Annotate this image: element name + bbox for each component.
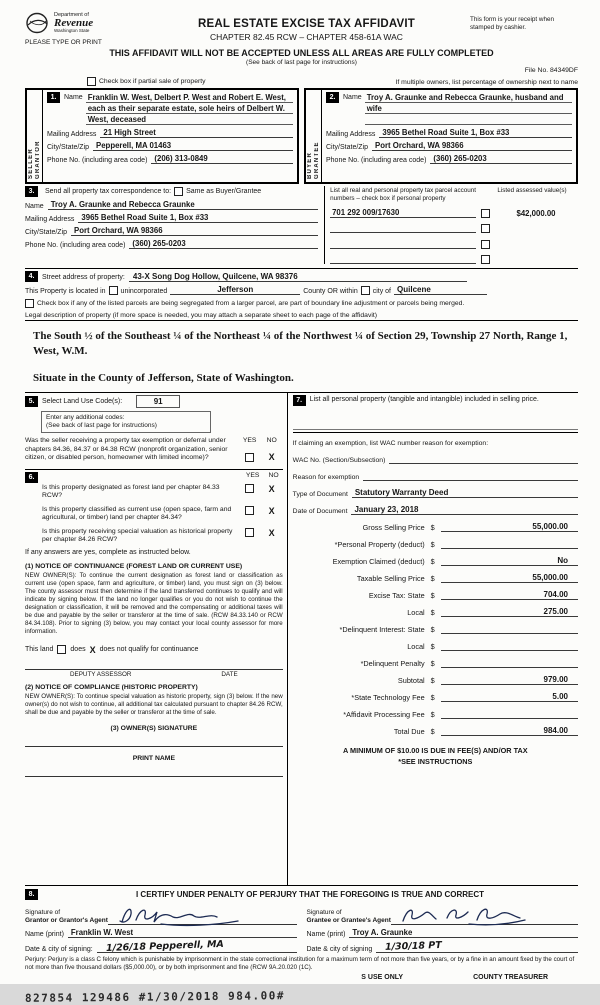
dollar-sign: $ xyxy=(430,676,435,685)
current-use-no-mark: X xyxy=(268,505,275,516)
fee-row-delinq-state xyxy=(293,624,578,634)
legal-description-block xyxy=(25,321,578,393)
exemption-no-mark: X xyxy=(268,451,275,462)
assessed-value-4 xyxy=(494,255,578,264)
grantee-sig-label1: Signature of xyxy=(306,909,342,916)
street-address-value: 43-X Song Dog Hollow, Quilcene, WA 98376 xyxy=(129,272,467,282)
corr-name-label: Name xyxy=(25,203,44,210)
fee-amount xyxy=(441,658,578,668)
fee-amount: No xyxy=(441,556,578,566)
street-address-label: Street address of property: xyxy=(42,274,125,281)
personal-property-label: List all personal property (tangible and intangible) included in selling price. xyxy=(309,396,539,403)
fee-label: Local xyxy=(407,608,425,617)
historical-question xyxy=(42,528,283,545)
seller-phone-label: Phone No. (including area code) xyxy=(47,157,148,164)
buyer-side-strip xyxy=(306,90,322,182)
dollar-sign: $ xyxy=(430,625,435,634)
dollar-sign: $ xyxy=(430,659,435,668)
fee-amount: 55,000.00 xyxy=(441,573,578,583)
current-use-question xyxy=(42,506,283,523)
revenue-logo xyxy=(25,12,143,34)
if-yes-note: If any answers are yes, complete as instructed below. xyxy=(25,548,191,556)
deputy-assessor-label: DEPUTY ASSESSOR xyxy=(69,670,132,678)
corr-mailing-label: Mailing Address xyxy=(25,216,75,223)
grantor-date-value: 1/26/18 Pepperell, MA xyxy=(105,938,224,954)
reason-exemption-label: Reason for exemption xyxy=(292,474,360,481)
corr-phone-label: Phone No. (including area code) xyxy=(25,242,126,249)
city-value: Quilcene xyxy=(394,285,487,295)
revenue-logo-icon xyxy=(25,12,51,34)
section2-badge: 2. xyxy=(326,92,339,103)
assessed-value-3 xyxy=(494,240,578,249)
form-header xyxy=(25,12,578,46)
section8 xyxy=(25,886,578,953)
exemption-question-row xyxy=(25,437,283,463)
section1-badge: 1. xyxy=(47,92,60,103)
date-document-value: January 23, 2018 xyxy=(351,505,578,515)
forest-land-question xyxy=(42,484,283,501)
certify-statement: I CERTIFY UNDER PENALTY OF PERJURY THAT THE FOREGOING IS TRUE AND CORRECT xyxy=(135,890,485,899)
legal-description-text: The South ½ of the Southeast ¼ of the Northeast ¼ of the Northwest ¼ of Section 29, Township 27 North, Range 1, West, W.M. xyxy=(33,330,568,357)
does-not-mark: X xyxy=(89,644,96,655)
no-header: NO xyxy=(266,437,277,444)
buyer-strip-word1: BUYER xyxy=(307,151,313,179)
assessed-value-2 xyxy=(494,224,578,233)
parcel-row xyxy=(330,239,578,249)
fee-amount xyxy=(441,641,578,651)
additional-codes-label: Enter any additional codes: xyxy=(46,414,125,421)
continuance-qualify-row xyxy=(25,645,283,655)
seller-mailing-label: Mailing Address xyxy=(47,131,97,138)
notice-continuance-title: (1) NOTICE OF CONTINUANCE (FOREST LAND OR CURRENT USE) xyxy=(25,562,243,570)
corr-city-value: Port Orchard, WA 98366 xyxy=(71,226,318,236)
fee-label: Exemption Claimed (deduct) xyxy=(332,557,425,566)
type-document-label: Type of Document xyxy=(292,491,348,498)
buyer-strip-word2: GRANTEE xyxy=(314,141,320,179)
print-name-line xyxy=(25,762,283,777)
forest-yes-checkbox[interactable] xyxy=(245,484,254,493)
seller-phone-value: (206) 313-0849 xyxy=(151,154,293,164)
personal-property-box xyxy=(293,395,578,433)
partial-sale-option xyxy=(87,77,206,86)
seller-fields xyxy=(43,90,297,182)
fee-amount: 704.00 xyxy=(441,590,578,600)
seller-name-value: Franklin W. West, Delbert P. West and Robert E. West, each as their separate estate, sole heirs of Delbert W. West, deceased xyxy=(86,92,293,125)
fee-row-gross xyxy=(293,522,578,532)
grantor-sig-label1: Signature of xyxy=(25,909,61,916)
section6 xyxy=(25,470,283,777)
county-or-label: County OR within xyxy=(303,288,358,295)
dollar-sign: $ xyxy=(430,557,435,566)
grantor-name-print-label: Name (print) xyxy=(25,931,64,938)
buyer-phone-value: (360) 265-0203 xyxy=(430,154,572,164)
dollar-sign: $ xyxy=(430,574,435,583)
parcel-number-1: 701 292 009/17630 xyxy=(330,208,476,218)
section3-badge: 3. xyxy=(25,186,38,197)
dollar-sign: $ xyxy=(430,540,435,549)
dollar-sign: $ xyxy=(430,727,435,736)
reason-exemption-field xyxy=(363,471,578,481)
grantee-sig-label2: Grantee or Grantee's Agent xyxy=(306,917,391,924)
dollar-sign: $ xyxy=(430,523,435,532)
owners-signature-label: (3) OWNER(S) SIGNATURE xyxy=(110,724,198,732)
fee-row-tech-fee xyxy=(293,692,578,702)
header-title-block xyxy=(143,12,470,42)
does-not-label: does not qualify for continuance xyxy=(99,646,199,653)
seller-strip-word1: SELLER xyxy=(28,148,34,179)
fee-amount: 984.00 xyxy=(441,726,578,736)
parcel-number-3 xyxy=(330,239,476,249)
grantor-signature-block xyxy=(25,904,307,953)
grantee-signature-icon xyxy=(399,904,529,928)
dollar-sign: $ xyxy=(430,693,435,702)
fee-label: Local xyxy=(407,642,425,651)
use-only-label: S USE ONLY xyxy=(361,974,404,981)
same-as-buyer-checkbox[interactable] xyxy=(174,187,183,196)
date-document-label: Date of Document xyxy=(292,508,348,515)
fee-amount xyxy=(441,539,578,549)
fee-amount: 979.00 xyxy=(441,675,578,685)
header-left xyxy=(25,12,143,46)
land-use-label: Select Land Use Code(s): xyxy=(42,398,123,405)
file-number: File No. 84349DF xyxy=(524,67,578,74)
parcel-number-2 xyxy=(330,223,476,233)
form-title: REAL ESTATE EXCISE TAX AFFIDAVIT xyxy=(197,18,416,30)
notice-compliance-body: NEW OWNER(S): To continue special valuation as historic property, sign (3) below. If the new owner(s) do not wish to continue, all additional tax calculated pursuant to chapter 84.26 RCW, shall be due and payable by the seller or transferor at the time of sale. xyxy=(25,692,283,716)
buyer-box xyxy=(304,88,578,184)
personal-property-write-area xyxy=(293,406,578,430)
fee-amount: 55,000.00 xyxy=(441,522,578,532)
dollar-sign: $ xyxy=(430,710,435,719)
historical-yes-checkbox[interactable] xyxy=(245,528,254,537)
fee-label: Gross Selling Price xyxy=(362,523,425,532)
forest-land-question-text: Is this property designated as forest land per chapter 84.33 RCW? xyxy=(42,483,220,499)
historical-no-mark: X xyxy=(268,527,275,538)
grantee-date-value: 1/30/18 PT xyxy=(385,939,443,953)
buyer-name-value: Troy A. Graunke and Rebecca Graunke, husband and wife xyxy=(365,92,572,125)
legal-description-label: Legal description of property (if more space is needed, you may attach a separate sheet to each page of the affidavit) xyxy=(25,312,378,319)
additional-codes-box xyxy=(41,411,211,433)
grantee-signature-field xyxy=(391,904,578,925)
partial-sale-checkbox[interactable] xyxy=(87,77,96,86)
fee-row-personal xyxy=(293,539,578,549)
mid-columns xyxy=(25,393,578,886)
buyer-fields xyxy=(322,90,576,182)
parcel-checkbox-2[interactable] xyxy=(481,224,490,233)
parcel-number-4 xyxy=(330,254,476,264)
cashier-stamp: 827854 129486 #1/30/2018 984.00# xyxy=(24,989,285,1005)
corr-name-value: Troy A. Graunke and Rebecca Graunke xyxy=(48,200,318,210)
yes-header: YES xyxy=(242,437,257,444)
fee-amount xyxy=(441,709,578,719)
fee-label: Excise Tax: State xyxy=(368,591,425,600)
parcel-checkbox-3[interactable] xyxy=(481,240,490,249)
seller-city-label: City/State/Zip xyxy=(47,144,90,151)
fee-row-exemption xyxy=(293,556,578,566)
fee-amount: 5.00 xyxy=(441,692,578,702)
wac-number-field xyxy=(389,454,578,464)
treasurer-use-row xyxy=(25,974,578,981)
section7-badge: 7. xyxy=(293,395,306,406)
see-back-note: (See back of last page for instructions) xyxy=(246,59,357,66)
seller-name-label: Name xyxy=(64,94,83,101)
buyer-city-value: Port Orchard, WA 98366 xyxy=(372,141,572,151)
assessed-header: Listed assessed value(s) xyxy=(497,187,567,194)
section4 xyxy=(25,269,578,321)
see-instructions-note: *SEE INSTRUCTIONS xyxy=(398,757,473,766)
buyer-name-label: Name xyxy=(343,94,362,101)
section3 xyxy=(25,184,578,269)
does-label: does xyxy=(70,646,86,653)
located-in-label: This Property is located in xyxy=(25,288,106,295)
exemption-yes-checkbox[interactable] xyxy=(245,453,254,462)
fee-row-taxable xyxy=(293,573,578,583)
fee-row-subtotal xyxy=(293,675,578,685)
deputy-date-label: DATE xyxy=(221,670,238,678)
no-column xyxy=(261,437,283,463)
fee-amount xyxy=(441,624,578,634)
left-column xyxy=(25,393,288,885)
seller-side-strip xyxy=(27,90,43,182)
buyer-mailing-value: 3965 Bethel Road Suite 1, Box #33 xyxy=(379,128,572,138)
does-checkbox[interactable] xyxy=(57,645,66,654)
parties-row xyxy=(25,88,578,184)
fee-row-excise-state xyxy=(293,590,578,600)
unincorporated-label: unincorporated xyxy=(120,288,168,295)
section8-badge: 8. xyxy=(25,889,38,900)
corr-phone-value: (360) 265-0203 xyxy=(129,239,318,249)
grantee-name-print-label: Name (print) xyxy=(306,931,346,938)
section7 xyxy=(288,393,578,885)
fee-label: *Personal Property (deduct) xyxy=(334,540,425,549)
perjury-note: Perjury: Perjury is a class C felony which is punishable by imprisonment in the state correctional institution for a maximum term of not more than five years, or by a fine in an amount fixed by the court of not more than five thousand dollars ($5,000.00), or by both imprisonment and fine (RCW 9A.20.020 (1C). xyxy=(25,956,575,971)
fee-row-delinq-local xyxy=(293,641,578,651)
buyer-phone-label: Phone No. (including area code) xyxy=(326,157,427,164)
send-correspondence-label: Send all property tax correspondence to: xyxy=(45,188,172,195)
type-document-value: Statutory Warranty Deed xyxy=(352,488,578,498)
grantor-signature-icon xyxy=(116,904,246,928)
current-use-yes-checkbox[interactable] xyxy=(245,506,254,515)
section3-correspondence xyxy=(25,186,324,264)
this-land-label: This land xyxy=(25,646,54,653)
section6-no-header: NO xyxy=(268,471,279,479)
logo-name-line: Revenue xyxy=(54,17,94,29)
seller-city-value: Pepperell, MA 01463 xyxy=(93,141,293,151)
exemption-question-text: Was the seller receiving a property tax exemption or deferral under chapters 84.36, 84.37 or 84.38 RCW (nonprofit organization, senior citizen, or disabled person, homeowner with limited income)? xyxy=(25,437,228,461)
parcel-checkbox-1[interactable] xyxy=(481,209,490,218)
seller-strip-word2: GRANTOR xyxy=(35,140,41,179)
fee-label: *Affidavit Processing Fee xyxy=(343,710,425,719)
form-chapter: CHAPTER 82.45 RCW – CHAPTER 458-61A WAC xyxy=(210,32,403,42)
grantor-signature-field xyxy=(108,904,297,925)
grantor-sig-label2: Grantor or Grantor's Agent xyxy=(25,917,108,924)
seller-box xyxy=(25,88,299,184)
parcel-header: List all real and personal property tax parcel account numbers – check box if personal property xyxy=(330,187,477,202)
dollar-sign: $ xyxy=(430,591,435,600)
seller-mailing-value: 21 High Street xyxy=(100,128,293,138)
grantor-date-label: Date & city of signing: xyxy=(25,946,93,953)
historical-question-text: Is this property receiving special valuation as historical property per chapter 84.26 RCW? xyxy=(42,527,233,543)
fee-label: *Delinquent Penalty xyxy=(360,659,425,668)
parcel-row xyxy=(330,223,578,233)
fee-row-processing-fee xyxy=(293,709,578,719)
form-warning: THIS AFFIDAVIT WILL NOT BE ACCEPTED UNLESS ALL AREAS ARE FULLY COMPLETED xyxy=(109,48,494,58)
wac-number-label: WAC No. (Section/Subsection) xyxy=(292,457,386,464)
dollar-sign: $ xyxy=(430,608,435,617)
forest-no-mark: X xyxy=(268,483,275,494)
fee-row-total-due xyxy=(293,726,578,736)
notice-continuance-body: NEW OWNER(S): To continue the current designation as forest land or classification as current use (open space, farm and agriculture, or timber) land, you must sign on (3) below. The county assessor must then determine if the land transferred continues to qualify and will indicate by signing below. If the land no longer qualifies or you do not wish to continue the designation or classification, it will be removed and the compensating or additional taxes will be due and payable by the seller or transferor at the time of sale. (RCW 84.33.140 or RCW 84.34.108). Prior to signing (3) below, you may contact your local county assessor for more information. xyxy=(25,571,283,635)
grantee-date-label: Date & city of signing xyxy=(306,946,373,953)
situate-text: Situate in the County of Jefferson, State of Washington. xyxy=(33,372,294,384)
revenue-logo-text xyxy=(54,13,93,34)
partial-sale-label: Check box if partial sale of property xyxy=(99,78,206,85)
section6-yes-header: YES xyxy=(245,471,260,479)
segregated-note: Check box if any of the listed parcels are being segregated from a larger parcel, are part of boundary line adjustment or parcels being merged. xyxy=(37,300,465,307)
minimum-fee-note: A MINIMUM OF $10.00 IS DUE IN FEE(S) AND/OR TAX xyxy=(343,746,528,755)
section5-badge: 5. xyxy=(25,396,38,407)
multiple-owners-note: If multiple owners, list percentage of ownership next to name xyxy=(395,79,578,86)
buyer-mailing-label: Mailing Address xyxy=(326,131,376,138)
fee-label: Subtotal xyxy=(397,676,425,685)
land-use-code-field: 91 xyxy=(136,395,180,408)
print-name-label: PRINT NAME xyxy=(132,754,175,762)
grantor-name-print-value: Franklin W. West xyxy=(68,928,297,938)
corr-mailing-value: 3965 Bethel Road Suite 1, Box #33 xyxy=(78,213,318,223)
current-use-question-text: Is this property classified as current use (open space, farm and agricultural, or timber) land per chapter 84.34? xyxy=(42,505,232,521)
yes-column xyxy=(239,437,261,463)
logo-state-line: Washington State xyxy=(54,28,90,33)
county-value: Jefferson xyxy=(170,285,300,295)
receipt-note: This form is your receipt when stamped by cashier. xyxy=(470,16,554,31)
section5 xyxy=(25,395,283,470)
section4-badge: 4. xyxy=(25,271,38,282)
dollar-sign: $ xyxy=(430,642,435,651)
notice-compliance-title: (2) NOTICE OF COMPLIANCE (HISTORIC PROPERTY) xyxy=(25,683,198,691)
grantee-name-print-value: Troy A. Graunke xyxy=(349,928,578,938)
buyer-city-label: City/State/Zip xyxy=(326,144,369,151)
fee-row-excise-local xyxy=(293,607,578,617)
fee-row-delinq-penalty xyxy=(293,658,578,668)
top-options-row xyxy=(25,77,578,86)
parcel-checkbox-4[interactable] xyxy=(481,255,490,264)
additional-codes-note: (See back of last page for instructions) xyxy=(46,422,157,429)
parcel-row xyxy=(330,208,578,218)
same-as-buyer-label: Same as Buyer/Grantee xyxy=(186,188,262,195)
type-or-print-label: PLEASE TYPE OR PRINT xyxy=(25,39,102,46)
grantee-signature-block xyxy=(307,904,579,953)
fee-label: Total Due xyxy=(393,727,425,736)
logo-dept-line: Department of xyxy=(54,11,89,18)
assessed-value-1: $42,000.00 xyxy=(516,208,556,218)
county-treasurer-label: COUNTY TREASURER xyxy=(473,974,548,981)
fee-label: *Delinquent Interest: State xyxy=(339,625,425,634)
corr-city-label: City/State/Zip xyxy=(25,229,68,236)
owners-signature-line xyxy=(25,732,283,747)
fee-amount: 275.00 xyxy=(441,607,578,617)
exemption-claim-label: If claiming an exemption, list WAC number reason for exemption: xyxy=(292,440,489,447)
parcel-row xyxy=(330,254,578,264)
fee-label: Taxable Selling Price xyxy=(356,574,425,583)
deputy-assessor-signature-line xyxy=(25,655,283,670)
section6-badge: 6. xyxy=(25,472,38,483)
parcel-list-area xyxy=(324,186,578,264)
city-of-label: city of xyxy=(372,288,392,295)
fee-label: *State Technology Fee xyxy=(351,693,425,702)
segregated-checkbox[interactable] xyxy=(25,299,34,308)
unincorporated-checkbox[interactable] xyxy=(109,286,118,295)
city-checkbox[interactable] xyxy=(361,286,370,295)
